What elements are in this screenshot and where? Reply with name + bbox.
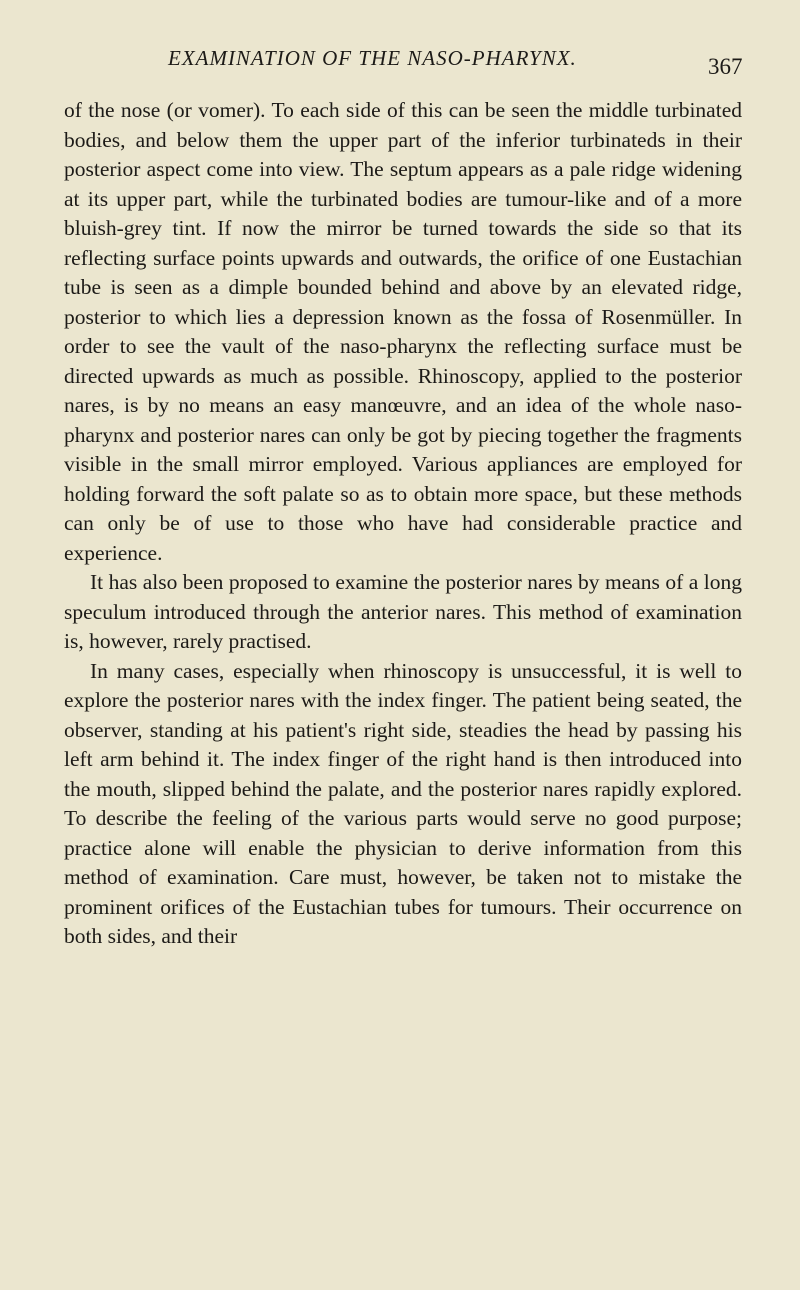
paragraph-continued: of the nose (or vomer). To each side of this can be seen the middle turbinated bodies, and below them the upper part of the inferior turbinateds in their posterior aspect come into view. The septum appears as a pale ridge widening at its upper part, while the turbinated bodies are tumour-like and of a more bluish-grey tint. If now the mirror be turned towards the side so that its reflecting surface points upwards and outwards, the orifice of one Eustachian tube is seen as a dimple bounded behind and above by an elevated ridge, posterior to which lies a depression known as the fossa of Rosenmüller. In order to see the vault of the naso-pharynx the reflecting surface must be directed upwards as much as possible. Rhinoscopy, applied to the posterior nares, is by no means an easy manœuvre, and an idea of the whole naso-pharynx and posterior nares can only be got by piecing together the fragments visible in the small mirror employed. Various appliances are employed for holding forward the soft palate so as to obtain more space, but these methods can only be of use to those who have had considerable practice and experience.	[64, 98, 742, 565]
page-number: 367	[708, 54, 743, 79]
paragraph-finger-exploration: In many cases, especially when rhinoscopy is unsuccessful, it is well to explore the posterior nares with the index finger. The patient being seated, the observer, standing at his patient's right side, steadies the head by passing his left arm behind it. The index finger of the right hand is then introduced into the mouth, slipped behind the palate, and the posterior nares rapidly explored. To describe the feeling of the various parts would serve no good purpose; practice alone will enable the physician to derive information from this method of examination. Care must, however, be taken not to mistake the prominent orifices of the Eustachian tubes for tumours. Their occurrence on both sides, and their	[64, 658, 742, 948]
paragraph-speculum: It has also been proposed to examine the posterior nares by means of a long speculum introduced through the anterior nares. This method of examination is, however, rarely practised.	[64, 570, 742, 653]
body-text	[64, 96, 742, 952]
running-head-title: EXAMINATION OF THE NASO-PHARYNX.	[168, 46, 577, 70]
